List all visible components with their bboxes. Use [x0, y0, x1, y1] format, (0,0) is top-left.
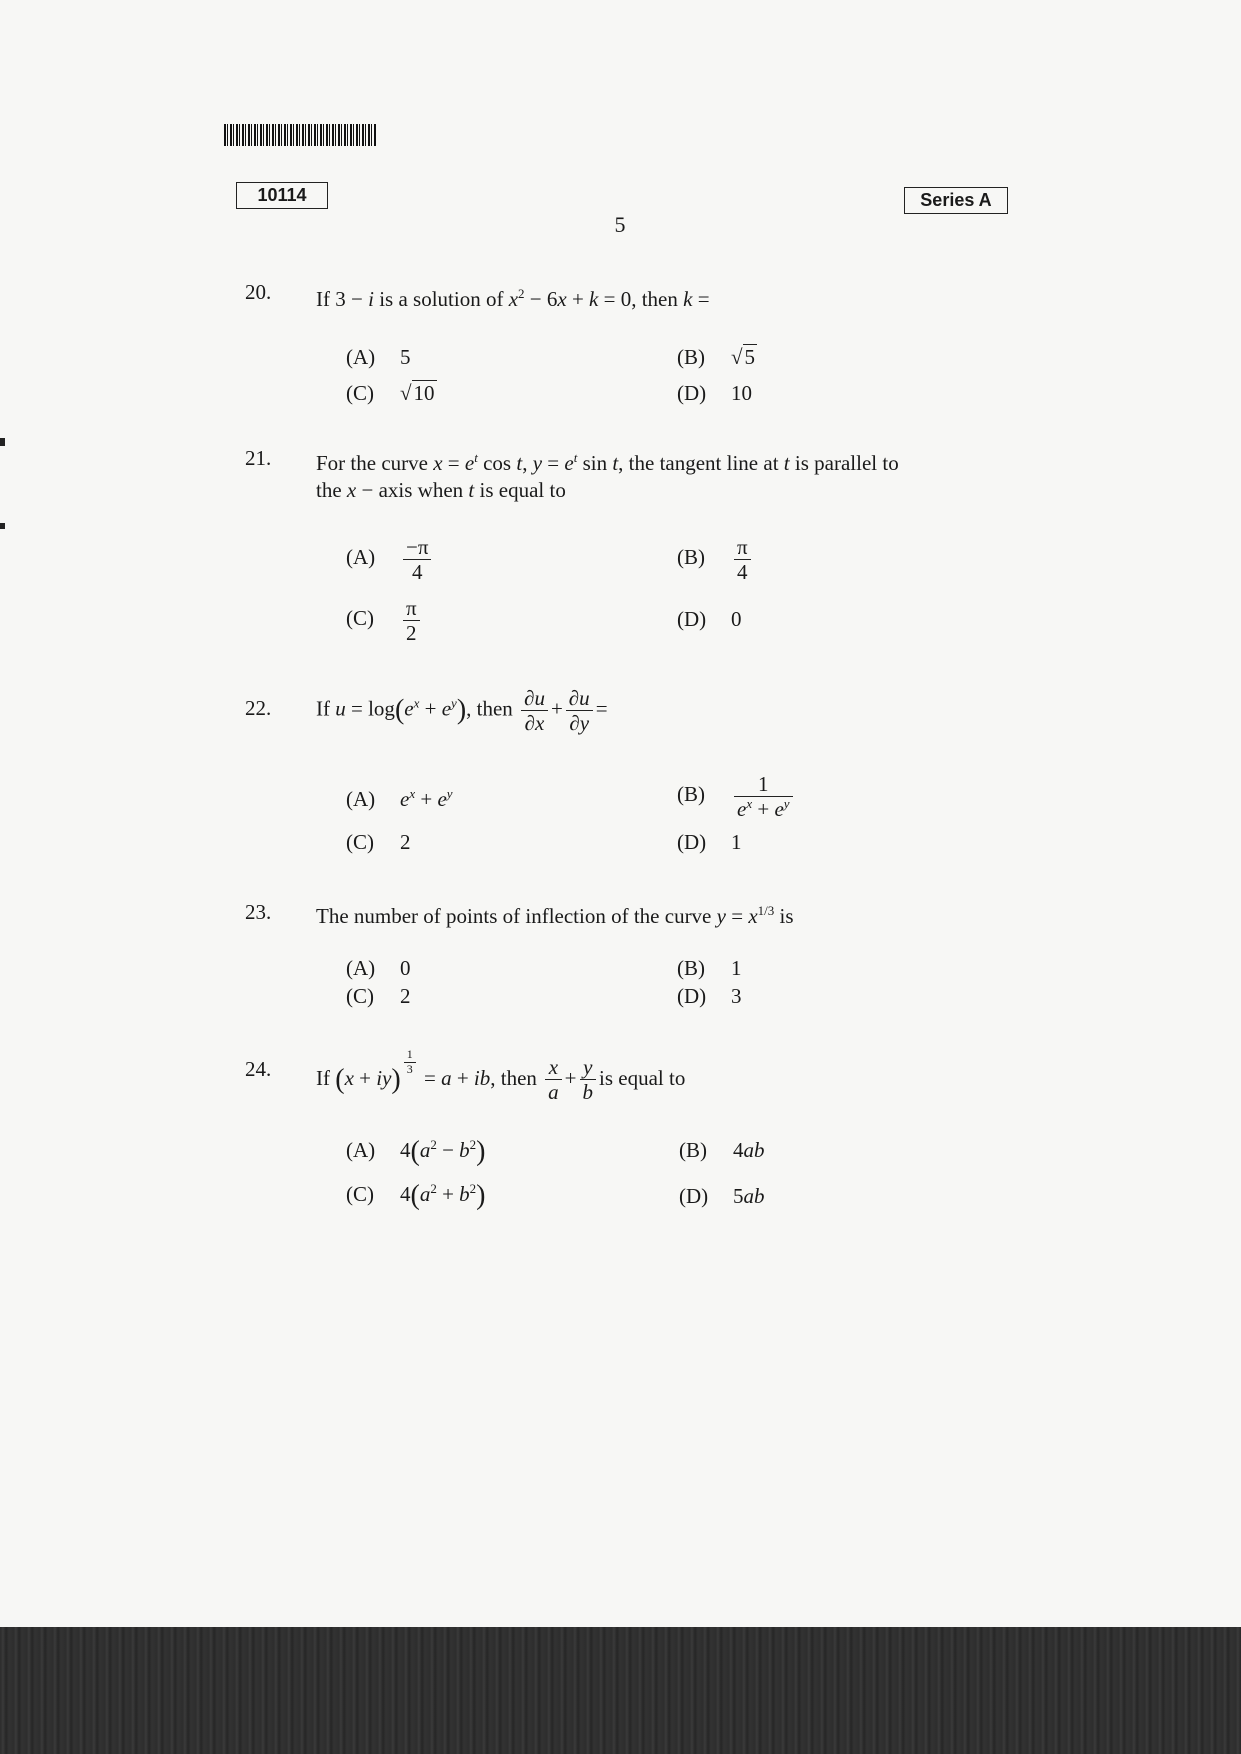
option-c: (C) √10 — [346, 381, 435, 405]
option-b: (B) $\frac{1}{e^x + e^y}$ — [677, 772, 796, 821]
option-c: (C) $\frac{\pi}{2}$ — [346, 596, 423, 645]
question-number: 21. — [245, 446, 272, 470]
option-c: (C) $4(a^2 + b^2)$ — [346, 1180, 486, 1211]
option-b: (B) √5 — [677, 345, 756, 369]
question-number: 20. — [245, 280, 272, 304]
question-24-stem: If (x + iy) $^{\frac{1}{3}}$ = a + ib, then $\frac{x}{a}$ + $\frac{y}{b}$ is equal to — [316, 1047, 686, 1105]
option-d: (D) 1 — [677, 830, 742, 854]
question-23-stem: The number of points of inflection of the curve $y = x^{1/3}$ is — [316, 903, 794, 928]
question-number: 22. — [245, 696, 272, 720]
scan-edge-mark — [0, 523, 5, 529]
option-d: (D) 10 — [677, 381, 752, 405]
scan-edge-mark — [0, 438, 5, 446]
option-d: (D) 3 — [677, 984, 742, 1008]
scan-dark-strip — [0, 1627, 1241, 1754]
question-21-stem-line2: the x − axis when t is equal to — [316, 478, 566, 502]
option-d: (D) 0 — [677, 607, 742, 631]
option-a: (A) $e^x + e^y$ — [346, 786, 453, 811]
option-a: (A) 5 — [346, 345, 411, 369]
option-c: (C) 2 — [346, 830, 411, 854]
option-c: (C) 2 — [346, 984, 411, 1008]
option-b: (B) 4ab — [679, 1138, 765, 1162]
question-number: 23. — [245, 900, 272, 924]
question-22-stem: If $u = \log(e^x + e^y)$, then $\frac{\partial u}{\partial x}$ + $\frac{\partial u}{\partial y}$ = — [316, 686, 608, 736]
page-number: 5 — [614, 212, 626, 237]
question-20-stem: If 3 − i is a solution of $x^2 - 6x + k = 0$, then k = — [316, 286, 710, 311]
option-a: (A) $\frac{-\pi}{4}$ — [346, 535, 434, 584]
barcode — [224, 124, 376, 146]
option-d: (D) 5ab — [679, 1184, 765, 1208]
option-b: (B) 1 — [677, 956, 742, 980]
question-number: 24. — [245, 1057, 272, 1081]
option-a: (A) 0 — [346, 956, 411, 980]
question-21-stem-line1: For the curve $x = e^t$ cos t, $y = e^t$ sin t, the tangent line at t is parallel to — [316, 450, 899, 475]
option-b: (B) $\frac{\pi}{4}$ — [677, 535, 754, 584]
option-a: (A) $4(a^2 - b^2)$ — [346, 1136, 486, 1167]
paper-code-box: 10114 — [236, 182, 328, 209]
series-box: Series A — [904, 187, 1008, 214]
